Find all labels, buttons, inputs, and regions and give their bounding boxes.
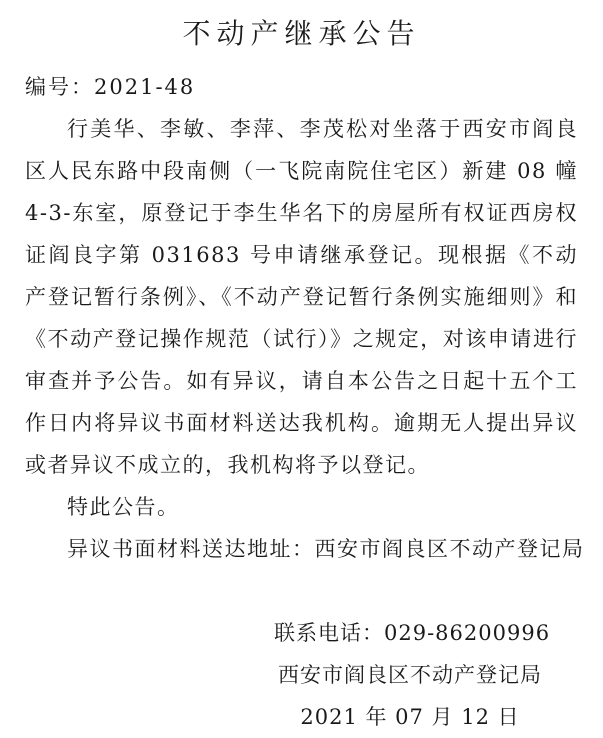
doc-number: 编号：2021-48: [25, 75, 196, 99]
delivery-address-line: 异议书面材料送达地址：西安市阎良区不动产登记局: [67, 537, 585, 561]
contact-phone: 联系电话：029-86200996: [274, 621, 551, 645]
closing-line: 特此公告。: [67, 495, 180, 519]
signature-block: [274, 612, 551, 738]
body-paragraph: 行美华、李敏、李萍、李茂松对坐落于西安市阎良区人民东路中段南侧（一飞院南院住宅区）新建 08 幢 4-3-东室，原登记于李生华名下的房屋所有权证西房权证阎良字第 031683 号申请继承登记。现根据《不动产登记暂行条例》、《不动产登记暂行条例实施细则》和《不动产登记操作规范（试行）》之规定，对该申请进行审查并予公告。如有异议，请自本公告之日起十五个工作日内将异议书面材料送达我机构。逾期无人提出异议或者异议不成立的，我机构将予以登记。: [25, 117, 578, 477]
page-title: 不动产继承公告: [182, 17, 421, 50]
issuing-organization: 西安市阎良区不动产登记局: [278, 663, 542, 687]
issue-date: 2021 年 07 月 12 日: [300, 705, 520, 729]
